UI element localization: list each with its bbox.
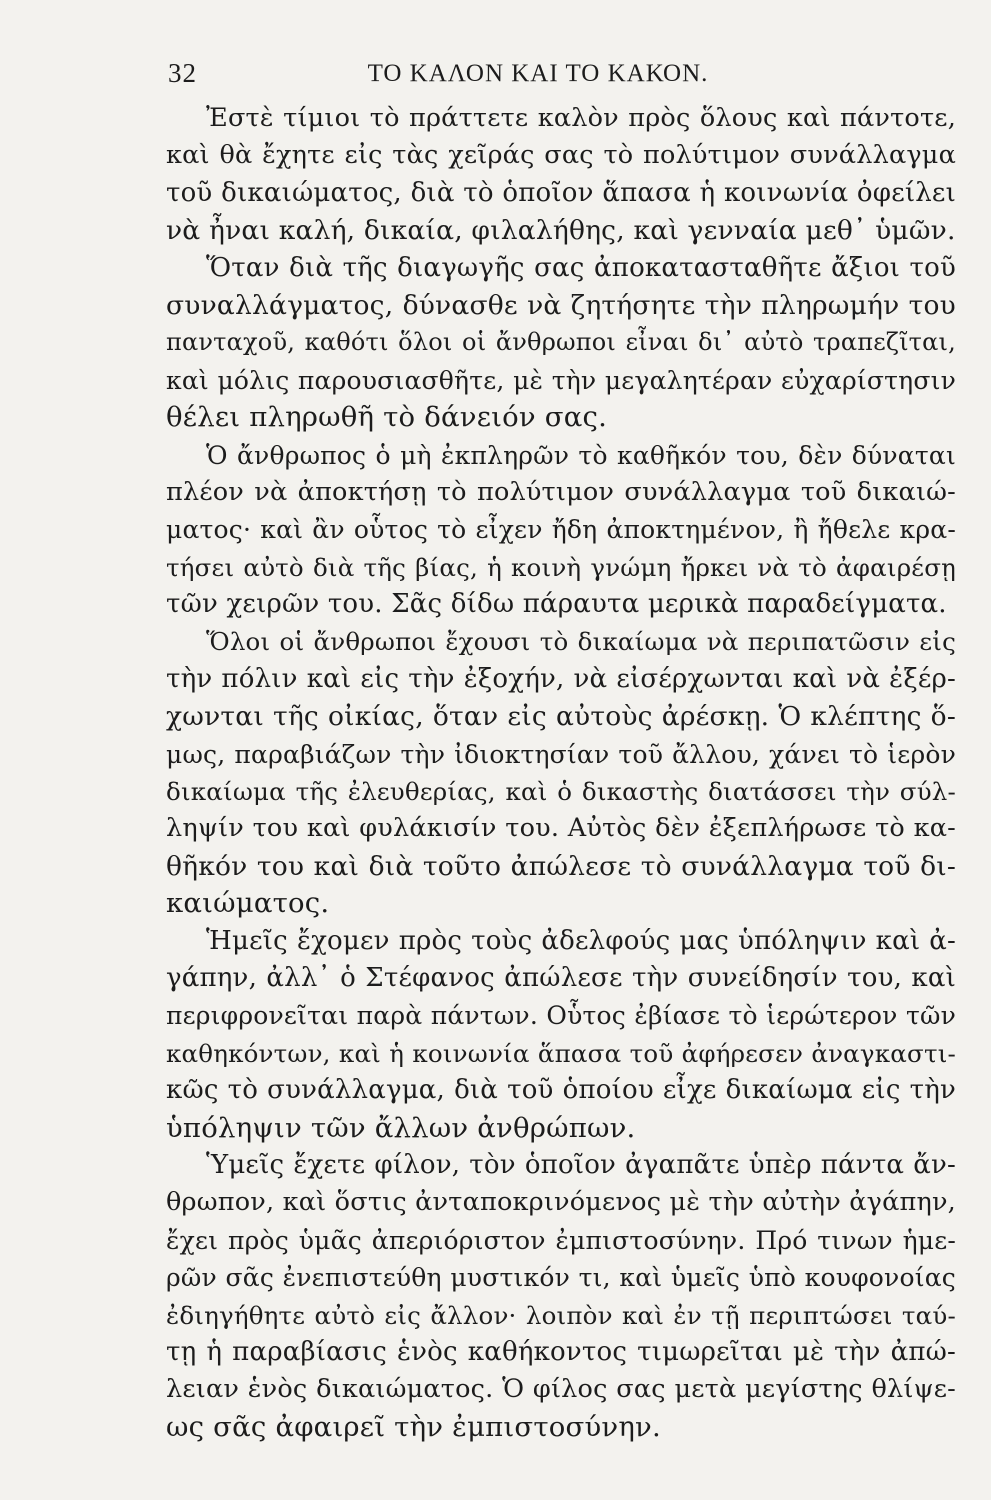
text-line: θῆκόν του καὶ διὰ τοῦτο ἀπώλεσε τὸ συνάλλαγμα τοῦ δι-: [166, 850, 956, 882]
paragraph: [166, 250, 956, 437]
text-line: τήσει αὐτὸ διὰ τῆς βίας, ἡ κοινὴ γνώμη ἤρκει νὰ τὸ ἀφαιρέσῃ: [166, 552, 956, 582]
text-line: Ὅλοι οἱ ἄνθρωποι ἔχουσι τὸ δικαίωμα νὰ περιπατῶσιν εἰς: [206, 627, 956, 657]
text-line: λειαν ἑνὸς δικαιώματος. Ὁ φίλος σας μετὰ μεγίστης θλίψε-: [166, 1374, 956, 1405]
text-line: ἔχει πρὸς ὑμᾶς ἀπεριόριστον ἐμπιστοσύνην. Πρό τινων ἡμε-: [166, 1225, 956, 1255]
text-line: συναλλάγματος, δύνασθε νὰ ζητήσητε τὴν πληρωμήν του: [166, 289, 956, 321]
page-header: [168, 58, 908, 94]
text-line: καὶ θὰ ἔχητε εἰς τὰς χεῖράς σας τὸ πολύτιμον συνάλλαγμα: [166, 140, 956, 171]
text-line: γάπην, ἀλλ᾽ ὁ Στέφανος ἀπώλεσε τὴν συνείδησίν του, καὶ: [166, 962, 956, 993]
text-line: τῶν χειρῶν του. Σᾶς δίδω πάραυτα μερικὰ παραδείγματα.: [166, 589, 947, 620]
text-line: καθηκόντων, καὶ ἡ κοινωνία ἅπασα τοῦ ἀφήρεσεν ἀναγκαστι-: [166, 1038, 956, 1068]
paragraph: [166, 1147, 956, 1446]
text-line: χωνται τῆς οἰκίας, ὅταν εἰς αὐτοὺς ἀρέσκῃ. Ὁ κλέπτης ὅ-: [166, 701, 956, 733]
text-line: ως σᾶς ἀφαιρεῖ τὴν ἐμπιστοσύνην.: [166, 1410, 661, 1443]
text-line: τοῦ δικαιώματος, διὰ τὸ ὁποῖον ἅπασα ἡ κοινωνία ὀφείλει: [166, 177, 956, 208]
text-line: πλέον νὰ ἀποκτήσῃ τὸ πολύτιμον συνάλλαγμα τοῦ δικαιώ-: [166, 476, 956, 507]
text-line: νὰ ἦναι καλή, δικαία, φιλαλήθης, καὶ γενναία μεθ᾽ ὑμῶν.: [166, 215, 956, 247]
text-line: θρωπον, καὶ ὅστις ἀνταποκρινόμενος μὲ τὴν αὐτὴν ἀγάπην,: [166, 1187, 956, 1218]
text-line: θέλει πληρωθῆ τὸ δάνειόν σας.: [166, 401, 608, 434]
text-line: τὴν πόλιν καὶ εἰς τὴν ἐξοχήν, νὰ εἰσέρχωνται καὶ νὰ ἐξέρ-: [166, 663, 956, 694]
text-line: καιώματος.: [166, 887, 330, 920]
text-line: Ὑμεῖς ἔχετε φίλον, τὸν ὁποῖον ἀγαπᾶτε ὑπὲρ πάντα ἄν-: [206, 1149, 956, 1180]
text-line: ρῶν σᾶς ἐνεπιστεύθη μυστικόν τι, καὶ ὑμεῖς ὑπὸ κουφονοίας: [166, 1263, 956, 1293]
text-line: ἐδιηγήθητε αὐτὸ εἰς ἄλλον· λοιπὸν καὶ ἐν τῇ περιπτώσει ταύ-: [166, 1300, 956, 1330]
paragraph: [166, 623, 956, 922]
text-line: Ἐστὲ τίμιοι τὸ πράττετε καλὸν πρὸς ὅλους καὶ πάντοτε,: [206, 103, 956, 133]
text-line: ληψίν του καὶ φυλάκισίν του. Αὐτὸς δὲν ἐξεπλήρωσε τὸ κα-: [166, 813, 956, 844]
text-line: μως, παραβιάζων τὴν ἰδιοκτησίαν τοῦ ἄλλου, χάνει τὸ ἱερὸν: [166, 739, 956, 769]
paragraph: [166, 100, 956, 250]
text-line: δικαίωμα τῆς ἐλευθερίας, καὶ ὁ δικαστὴς διατάσσει τὴν σύλ-: [166, 777, 956, 807]
text-line: Ὁ ἄνθρωπος ὁ μὴ ἐκπληρῶν τὸ καθῆκόν του, δὲν δύναται: [206, 440, 956, 470]
text-line: πανταχοῦ, καθότι ὅλοι οἱ ἄνθρωποι εἶναι δι᾽ αὐτὸ τραπεζῖται,: [166, 328, 956, 357]
text-line: περιφρονεῖται παρὰ πάντων. Οὗτος ἐβίασε τὸ ἱερώτερον τῶν: [166, 1001, 956, 1031]
paragraph: [166, 923, 956, 1147]
text-line: τῃ ἡ παραβίασις ἑνὸς καθήκοντος τιμωρεῖται μὲ τὴν ἀπώ-: [166, 1336, 956, 1367]
text-line: ματος· καὶ ἂν οὗτος τὸ εἶχεν ἤδη ἀποκτημένον, ἢ ἤθελε κρα-: [166, 515, 956, 545]
body-text: [166, 100, 956, 1446]
paragraph: [166, 437, 956, 624]
text-line: ὑπόληψιν τῶν ἄλλων ἀνθρώπων.: [166, 1111, 636, 1144]
text-line: Ὅταν διὰ τῆς διαγωγῆς σας ἀποκατασταθῆτε ἄξιοι τοῦ: [206, 252, 956, 283]
text-line: κῶς τὸ συνάλλαγμα, διὰ τοῦ ὁποίου εἶχε δικαίωμα εἰς τὴν: [166, 1075, 956, 1106]
text-line: καὶ μόλις παρουσιασθῆτε, μὲ τὴν μεγαλητέραν εὐχαρίστησιν: [166, 365, 956, 395]
page-number: 32: [168, 58, 197, 88]
running-title: ΤΟ ΚΑΛΟΝ ΚΑΙ ΤΟ ΚΑΚΟΝ.: [367, 60, 709, 87]
text-line: Ἡμεῖς ἔχομεν πρὸς τοὺς ἀδελφούς μας ὑπόληψιν καὶ ἀ-: [206, 925, 956, 956]
